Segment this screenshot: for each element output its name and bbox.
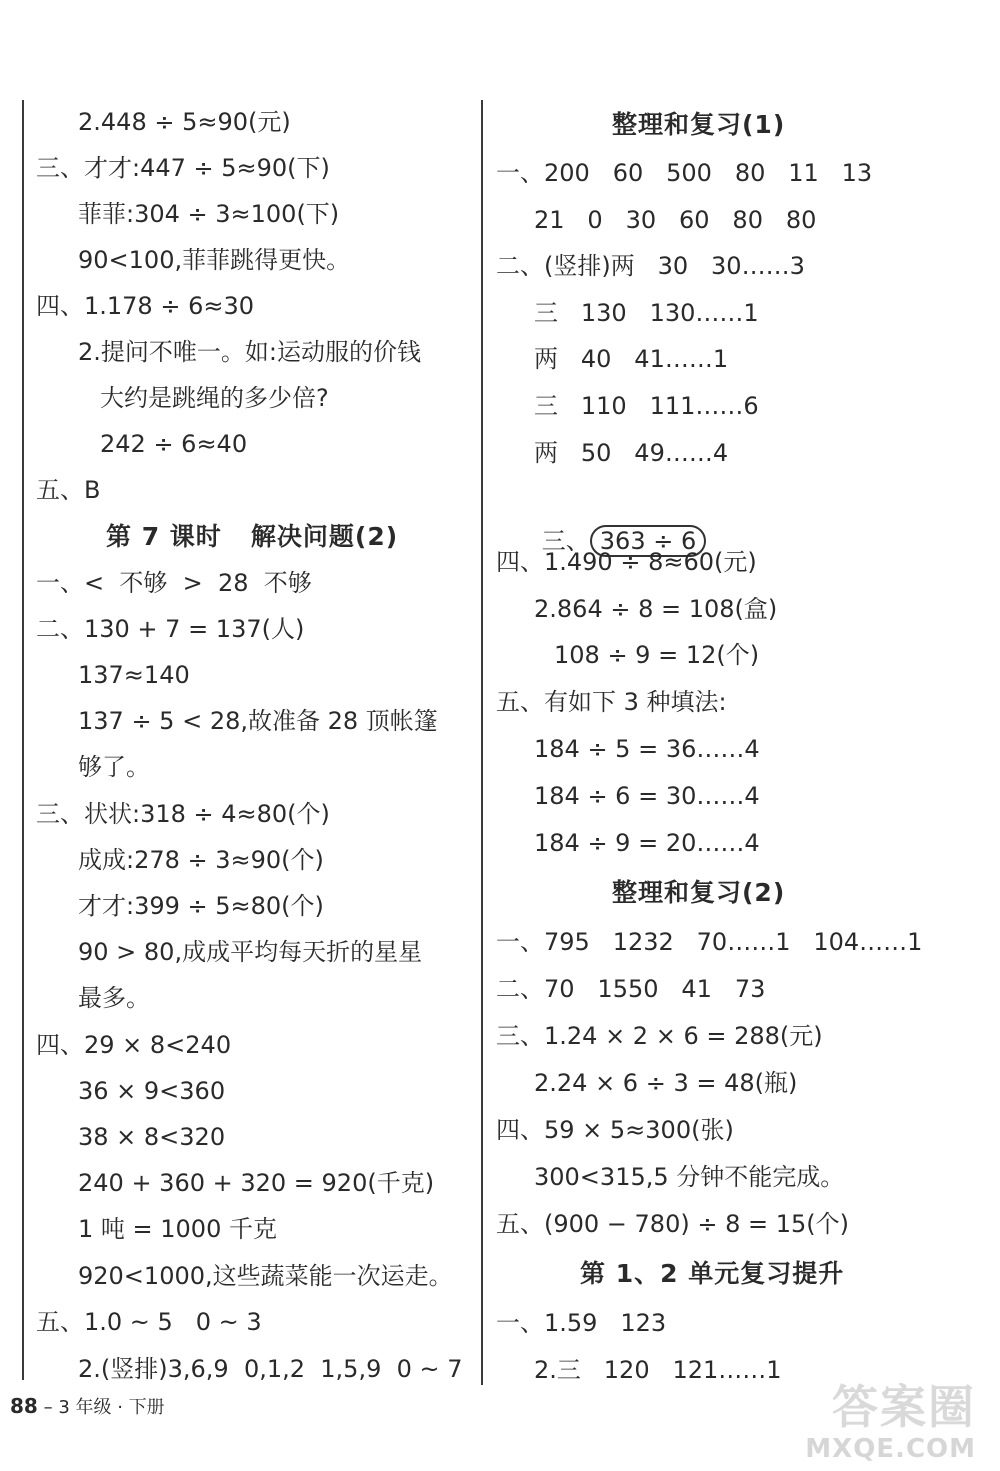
left-margin-rule [22, 100, 24, 1380]
answer-line: 二、70 1550 41 73 [496, 975, 766, 1003]
answer-line: 三、才才:447 ÷ 5≈90(下) [36, 154, 330, 182]
answer-line: 90 > 80,成成平均每天折的星星 [78, 938, 423, 966]
answer-line: 三、1.24 × 2 × 6 = 288(元) [496, 1022, 823, 1050]
answer-line: 300<315,5 分钟不能完成。 [534, 1163, 845, 1191]
answer-line: 137 ÷ 5 < 28,故准备 28 顶帐篷 [78, 707, 438, 735]
answer-line: 184 ÷ 6 = 30……4 [534, 782, 760, 810]
watermark-logo: 答案圈 [832, 1380, 976, 1434]
answer-line: 够了。 [78, 753, 150, 781]
page-number: 88 [10, 1394, 38, 1418]
answer-line: 才才:399 ÷ 5≈80(个) [78, 892, 324, 920]
answer-line: 二、(竖排)两 30 30……3 [496, 252, 805, 280]
answer-line: 四、1.178 ÷ 6≈30 [36, 292, 254, 320]
answer-line: 242 ÷ 6≈40 [100, 430, 248, 458]
answer-line: 两 40 41……1 [534, 345, 729, 373]
answer-line: 四、1.490 ÷ 8≈60(元) [496, 548, 757, 576]
answer-line: 2.448 ÷ 5≈90(元) [78, 108, 291, 136]
answer-line: 38 × 8<320 [78, 1123, 226, 1151]
column-divider [481, 100, 483, 1385]
section-heading: 整理和复习(1) [612, 110, 786, 139]
answer-line: 三 130 130……1 [534, 299, 759, 327]
answer-line: 36 × 9<360 [78, 1077, 226, 1105]
answer-line: 90<100,菲菲跳得更快。 [78, 246, 351, 274]
answer-line: 四、29 × 8<240 [36, 1031, 232, 1059]
answer-line: 一、1.59 123 [496, 1309, 667, 1337]
answer-line: 2.864 ÷ 8 = 108(盒) [534, 595, 778, 623]
answer-line: 五、1.0 ~ 5 0 ~ 3 [36, 1308, 262, 1336]
answer-line: 108 ÷ 9 = 12(个) [554, 641, 760, 669]
section-heading: 整理和复习(2) [612, 878, 786, 907]
page-footer [10, 1394, 165, 1420]
answer-label: 三、 [541, 527, 590, 555]
answer-line: 五、有如下 3 种填法: [496, 688, 727, 716]
section-heading: 第 1、2 单元复习提升 [580, 1259, 845, 1288]
answer-line: 2.三 120 121……1 [534, 1356, 782, 1384]
answer-line: 一、< 不够 > 28 不够 [36, 569, 312, 597]
answer-line: 920<1000,这些蔬菜能一次运走。 [78, 1262, 453, 1290]
answer-line: 菲菲:304 ÷ 3≈100(下) [78, 200, 340, 228]
answer-line: 两 50 49……4 [534, 439, 729, 467]
answer-line: 一、795 1232 70……1 104……1 [496, 928, 923, 956]
answer-line: 184 ÷ 9 = 20……4 [534, 829, 760, 857]
answer-line: 二、130 + 7 = 137(人) [36, 615, 305, 643]
section-heading: 第 7 课时 解决问题(2) [106, 522, 399, 551]
answer-line: 大约是跳绳的多少倍? [100, 384, 329, 412]
watermark [746, 1382, 976, 1468]
answer-line: 五、(900 − 780) ÷ 8 = 15(个) [496, 1210, 849, 1238]
answer-line: 240 + 360 + 320 = 920(千克) [78, 1169, 435, 1197]
answer-line: 2.(竖排)3,6,9 0,1,2 1,5,9 0 ~ 7 [78, 1355, 463, 1383]
grade-label: 3 年级 · 下册 [58, 1397, 165, 1418]
answer-line: 成成:278 ÷ 3≈90(个) [78, 846, 324, 874]
answer-line: 最多。 [78, 984, 150, 1012]
answer-line: 1 吨 = 1000 千克 [78, 1215, 277, 1243]
answer-line: 2.24 × 6 ÷ 3 = 48(瓶) [534, 1069, 798, 1097]
answer-line: 2.提问不唯一。如:运动服的价钱 [78, 338, 421, 366]
answer-line: 四、59 × 5≈300(张) [496, 1116, 734, 1144]
answer-line: 五、B [36, 476, 101, 504]
watermark-site: MXQE.COM [805, 1434, 976, 1464]
answer-line: 137≈140 [78, 661, 190, 689]
answer-line: 一、200 60 500 80 11 13 [496, 159, 873, 187]
footer-dash: – [43, 1397, 53, 1418]
answer-line: 184 ÷ 5 = 36……4 [534, 735, 760, 763]
answer-line: 三 110 111……6 [534, 392, 759, 420]
answer-line: 三、状状:318 ÷ 4≈80(个) [36, 800, 330, 828]
answer-line: 21 0 30 60 80 80 [534, 206, 817, 234]
circled-expression: 363 ÷ 6 [590, 525, 706, 557]
